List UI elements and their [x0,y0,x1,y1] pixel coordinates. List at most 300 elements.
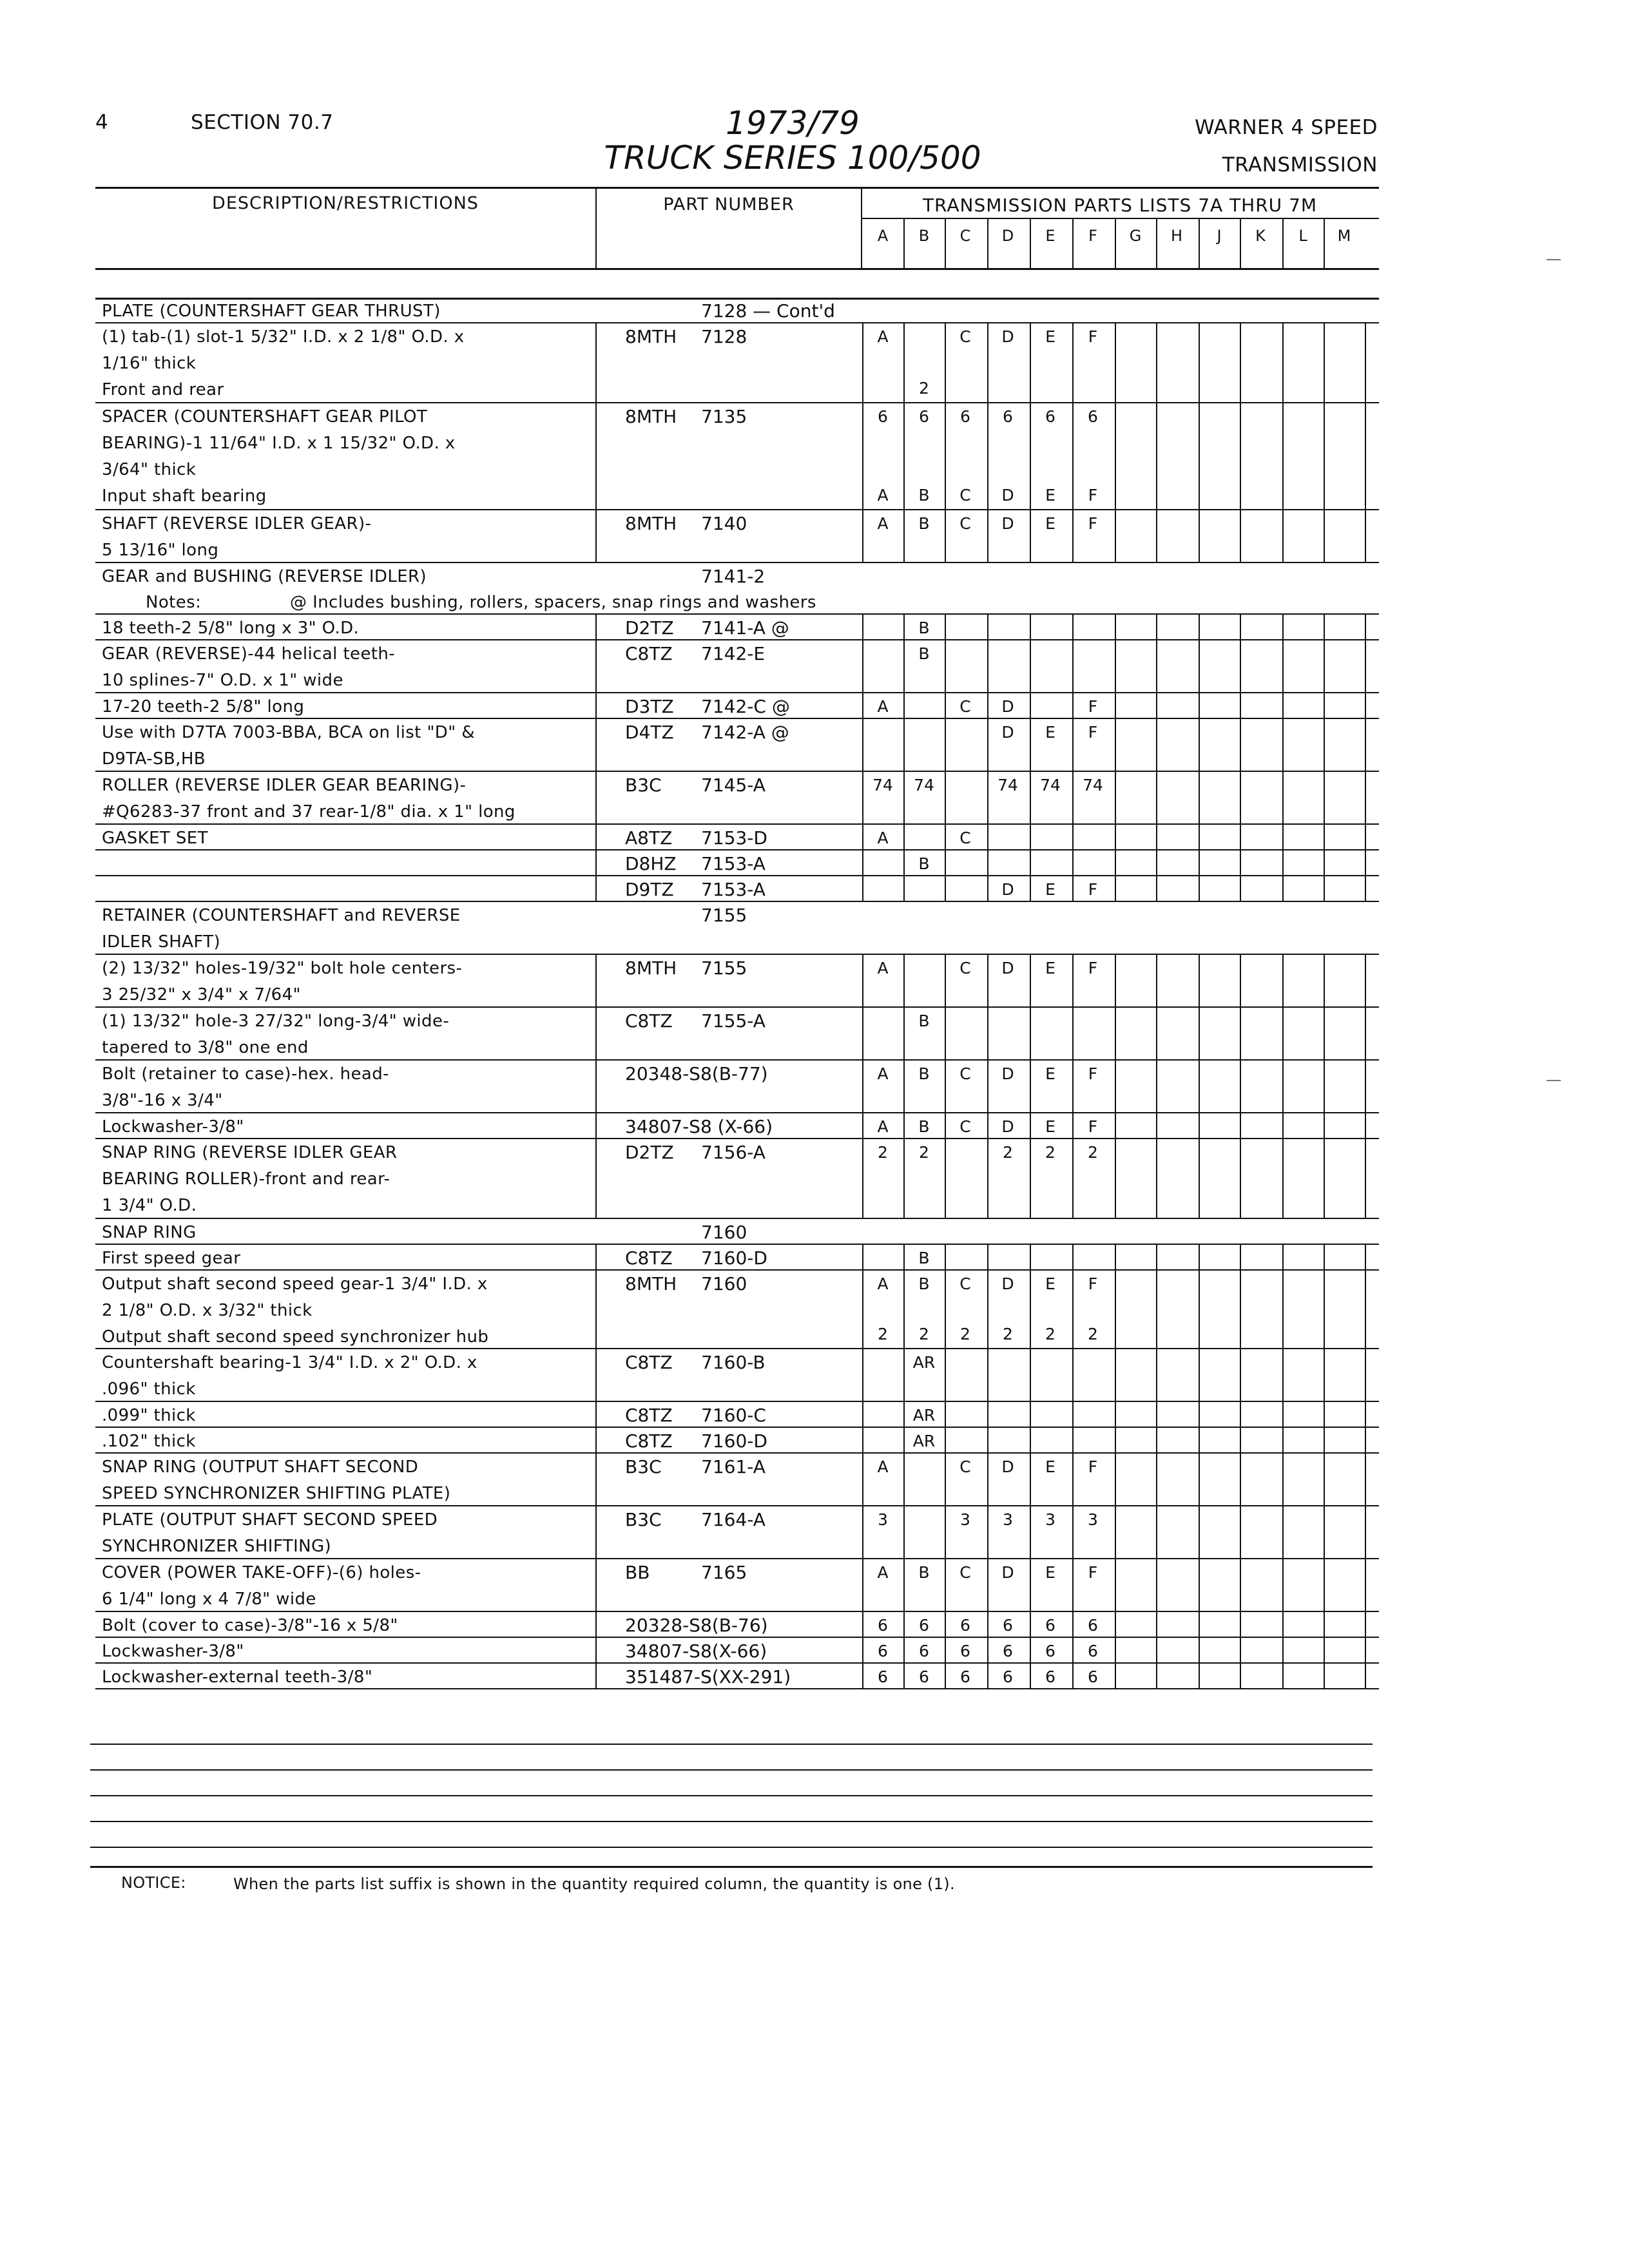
cell-divider [945,875,946,901]
quantity-cell: B [918,644,930,663]
cell-divider [1365,1611,1366,1637]
row-rule [95,849,1379,850]
quantity-cell: 2 [919,1325,929,1343]
cell-divider [1156,875,1157,901]
cell-divider [1199,322,1200,402]
transmission-name: WARNER 4 SPEED [1195,116,1378,139]
cell-divider [1324,1006,1325,1059]
part-number-column-header: PART NUMBER [663,195,795,215]
quantity-cell: 6 [960,1642,970,1660]
cell-divider [1324,1427,1325,1452]
cell-divider [1324,1611,1325,1637]
desc-divider [595,1558,597,1611]
cell-divider [1282,1138,1284,1218]
part-prefix: C8TZ [625,1430,673,1452]
cell-divider [1240,823,1241,849]
part-prefix: C8TZ [625,643,673,664]
cell-divider [1240,1505,1241,1558]
desc-divider [595,1452,597,1505]
list-letter-11: M [1337,227,1351,245]
part-prefix: D4TZ [625,722,674,743]
row-description: 3/64" thick [102,460,197,479]
cell-divider [1282,1059,1284,1112]
quantity-cell: 2 [1045,1143,1055,1162]
cell-divider [1199,1637,1200,1662]
letter-divider [1115,219,1116,269]
desc-divider [595,639,597,692]
quantity-cell: 6 [1088,1642,1098,1660]
quantity-cell: C [959,829,971,847]
row-rule [95,402,1379,403]
part-prefix: D9TZ [625,879,674,900]
row-description: RETAINER (COUNTERSHAFT and REVERSE [102,906,461,925]
cell-divider [1324,613,1325,639]
cell-divider [1199,875,1200,901]
part-prefix: B3C [625,1456,662,1477]
cell-divider [945,849,946,875]
desc-divider [595,613,597,639]
row-description: 18 teeth-2 5/8" long x 3" O.D. [102,619,360,638]
quantity-cell: 6 [1088,1616,1098,1635]
part-prefix: D8HZ [625,853,677,874]
cell-divider [1072,639,1074,692]
desc-divider [595,1611,597,1637]
quantity-cell: D [1001,1274,1014,1293]
cell-divider [1156,1611,1157,1637]
cell-divider [1324,1637,1325,1662]
cell-divider [1324,1558,1325,1611]
cell-divider [1240,1244,1241,1269]
desc-divider [595,1662,597,1688]
cell-divider [1156,954,1157,1006]
part-prefix: D2TZ [625,617,674,639]
cell-divider [1156,1112,1157,1138]
cell-divider [987,1401,988,1427]
quantity-cell: AR [912,1353,936,1372]
cell-divider [987,1244,988,1269]
row-description: SNAP RING [102,1223,197,1242]
cell-divider [1240,1401,1241,1427]
row-description: SPEED SYNCHRONIZER SHIFTING PLATE) [102,1484,451,1503]
part-basic-number: 7141-A @ [701,617,789,639]
cell-divider [903,692,905,718]
cell-divider [945,1348,946,1401]
part-prefix: 8MTH [625,326,677,347]
cell-divider [1115,718,1116,771]
cell-divider [1282,718,1284,771]
row-rule [95,1401,1379,1402]
row-description: SHAFT (REVERSE IDLER GEAR)- [102,514,372,533]
quantity-cell: F [1088,880,1098,899]
cell-divider [1365,509,1366,562]
desc-divider [595,849,597,875]
row-rule [95,692,1379,693]
page-number: 4 [95,111,109,134]
cell-divider [1240,509,1241,562]
cell-divider [1324,823,1325,849]
quantity-cell: AR [912,1432,936,1450]
cell-divider [1282,1401,1284,1427]
cell-divider [1030,1006,1031,1059]
quantity-cell: 6 [1045,1616,1055,1635]
quantity-cell: 6 [1003,1642,1013,1660]
cell-divider [987,1006,988,1059]
row-rule [95,1505,1379,1506]
letter-divider [1282,219,1284,269]
cell-divider [945,771,946,823]
cell-divider [1199,1427,1200,1452]
cell-divider [1365,1401,1366,1427]
row-rule [95,771,1379,772]
blank-rule [90,1847,1373,1848]
cell-divider [1365,954,1366,1006]
list-letter-1: B [918,227,930,245]
list-letter-0: A [877,227,889,245]
part-basic-number: 7165 [701,1562,747,1583]
quantity-cell: D [1001,697,1014,716]
title-years: 1973/79 [726,104,860,142]
part-basic-number: 7140 [701,513,747,534]
row-description: Countershaft bearing-1 3/4" I.D. x 2" O.D. x [102,1353,477,1372]
quantity-cell: B [918,486,930,505]
quantity-cell: B [918,1249,930,1267]
list-letter-5: F [1088,227,1097,245]
quantity-cell: 6 [1003,407,1013,426]
cell-divider [1240,1452,1241,1505]
quantity-cell: F [1088,697,1098,716]
cell-divider [1240,402,1241,509]
quantity-cell: D [1001,1457,1014,1476]
cell-divider [1282,322,1284,402]
cell-divider [1156,849,1157,875]
row-rule [95,509,1379,510]
quantity-cell: B [918,514,930,533]
quantity-cell: C [959,959,971,977]
desc-divider [595,1138,597,1218]
cell-divider [1156,1662,1157,1688]
cell-divider [1282,1662,1284,1688]
cell-divider [903,1452,905,1505]
quantity-cell: C [959,327,971,346]
part-prefix: B3C [625,1509,662,1530]
cell-divider [1115,1452,1116,1505]
list-letter-9: K [1255,227,1266,245]
quantity-cell: B [918,854,930,873]
cell-divider [862,849,863,875]
letter-divider [945,219,946,269]
cell-divider [903,823,905,849]
part-prefix: D2TZ [625,1142,674,1163]
cell-divider [1115,322,1116,402]
quantity-cell: F [1088,723,1098,742]
cell-divider [1115,1427,1116,1452]
row-rule [95,1112,1379,1113]
quantity-cell: 6 [960,1616,970,1635]
row-description: .099" thick [102,1406,196,1425]
letter-divider [1240,219,1241,269]
cell-divider [1199,823,1200,849]
parts-lists-subrule [862,218,1379,219]
cell-divider [1324,954,1325,1006]
row-rule [95,613,1379,615]
quantity-cell: E [1045,514,1055,533]
row-description: 3 25/32" x 3/4" x 7/64" [102,985,301,1004]
quantity-cell: 3 [1003,1510,1013,1529]
cell-divider [1115,1348,1116,1401]
letter-divider [903,219,905,269]
cell-divider [903,1505,905,1558]
quantity-cell: E [1045,327,1055,346]
quantity-cell: B [918,1012,930,1030]
quantity-cell: E [1045,723,1055,742]
cell-divider [987,613,988,639]
quantity-cell: F [1088,514,1098,533]
cell-divider [1156,1401,1157,1427]
cell-divider [1282,1505,1284,1558]
cell-divider [1282,1112,1284,1138]
quantity-cell: 6 [878,1667,888,1686]
part-prefix: 20328-S8(B-76) [625,1615,768,1636]
cell-divider [1324,639,1325,692]
row-description: 3/8"-16 x 3/4" [102,1091,223,1110]
quantity-cell: 74 [872,776,893,794]
row-description: D9TA-SB,HB [102,749,206,769]
list-letter-8: J [1217,227,1222,245]
cell-divider [1199,954,1200,1006]
cell-divider [1199,1112,1200,1138]
quantity-cell: C [959,1457,971,1476]
part-prefix: 8MTH [625,513,677,534]
row-rule [95,639,1379,640]
quantity-cell: A [877,829,889,847]
cell-divider [1199,1505,1200,1558]
cell-divider [1115,1244,1116,1269]
cell-divider [1365,823,1366,849]
part-basic-number: 7160 [701,1222,747,1243]
cell-divider [1199,613,1200,639]
quantity-cell: 3 [960,1510,970,1529]
cell-divider [987,849,988,875]
desc-divider [595,718,597,771]
cell-divider [1115,771,1116,823]
row-rule [95,1427,1379,1428]
list-letter-6: G [1129,227,1142,245]
part-basic-number: 7135 [701,406,747,427]
cell-divider [1156,1059,1157,1112]
cell-divider [1365,692,1366,718]
row-description: Lockwasher-3/8" [102,1117,244,1137]
cell-divider [1199,692,1200,718]
cell-divider [1199,1059,1200,1112]
quantity-cell: D [1001,880,1014,899]
part-prefix: A8TZ [625,827,673,849]
cell-divider [1365,1244,1366,1269]
row-rule [95,1452,1379,1454]
cell-divider [1240,849,1241,875]
cell-divider [1115,1401,1116,1427]
cell-divider [1199,1244,1200,1269]
cell-divider [1115,875,1116,901]
row-description: ROLLER (REVERSE IDLER GEAR BEARING)- [102,776,467,795]
part-basic-number: 7160-D [701,1430,767,1452]
cell-divider [862,1006,863,1059]
cell-divider [1115,849,1116,875]
row-description: 17-20 teeth-2 5/8" long [102,697,305,716]
quantity-cell: 3 [1045,1510,1055,1529]
cell-divider [1240,875,1241,901]
cell-divider [1282,639,1284,692]
desc-divider [595,875,597,901]
row-description: GEAR and BUSHING (REVERSE IDLER) [102,567,427,586]
row-description: Bolt (cover to case)-3/8"-16 x 5/8" [102,1616,398,1635]
cell-divider [862,1244,863,1269]
cell-divider [1240,1611,1241,1637]
cell-divider [1365,1348,1366,1401]
cell-divider [1199,1348,1200,1401]
cell-divider [1115,639,1116,692]
quantity-cell: E [1045,880,1055,899]
quantity-cell: E [1045,1563,1055,1582]
cell-divider [1072,823,1074,849]
notice-label: NOTICE: [121,1874,186,1892]
cell-divider [1282,613,1284,639]
desc-divider [595,1059,597,1112]
row-description: 1/16" thick [102,354,197,373]
cell-divider [1240,1427,1241,1452]
cell-divider [1324,1059,1325,1112]
desc-divider [595,1244,597,1269]
cell-divider [1072,849,1074,875]
quantity-cell: E [1045,1117,1055,1136]
cell-divider [1324,875,1325,901]
margin-mark [1547,1080,1561,1081]
cell-divider [1282,823,1284,849]
cell-divider [1365,613,1366,639]
part-basic-number: 7153-D [701,827,767,849]
cell-divider [1324,718,1325,771]
row-rule [95,1637,1379,1638]
quantity-cell: AR [912,1406,936,1425]
cell-divider [945,1401,946,1427]
row-description: 1 3/4" O.D. [102,1196,197,1215]
row-description: 6 1/4" long x 4 7/8" wide [102,1590,316,1609]
quantity-cell: B [918,619,930,637]
cell-divider [1199,1452,1200,1505]
cell-divider [1240,1637,1241,1662]
cell-divider [1365,402,1366,509]
cell-divider [945,613,946,639]
cell-divider [1156,1269,1157,1348]
quantity-cell: F [1088,1563,1098,1582]
quantity-cell: 2 [1045,1325,1055,1343]
part-basic-number: 7160-D [701,1247,767,1269]
part-prefix: 20348-S8(B-77) [625,1063,768,1084]
cell-divider [987,823,988,849]
cell-divider [945,1427,946,1452]
quantity-cell: A [877,486,889,505]
cell-divider [1199,402,1200,509]
quantity-cell: F [1088,1064,1098,1083]
cell-divider [1072,1006,1074,1059]
cell-divider [1282,1452,1284,1505]
row-description: #Q6283-37 front and 37 rear-1/8" dia. x 1" long [102,802,516,822]
quantity-cell: 6 [878,407,888,426]
letter-divider [987,219,988,269]
cell-divider [1324,1662,1325,1688]
cell-divider [1282,849,1284,875]
row-rule [95,1348,1379,1349]
cell-divider [1199,1611,1200,1637]
quantity-cell: C [959,1274,971,1293]
cell-divider [1030,1401,1031,1427]
cell-divider [1240,771,1241,823]
part-basic-number: 7145-A [701,774,766,796]
part-prefix: 34807-S8 (X-66) [625,1116,773,1137]
row-rule [95,954,1379,955]
cell-divider [1324,849,1325,875]
blank-rule [90,1821,1373,1822]
row-rule [95,1558,1379,1559]
cell-divider [1365,1505,1366,1558]
quantity-cell: 74 [914,776,934,794]
cell-divider [1240,1112,1241,1138]
part-basic-number: 7160-B [701,1352,766,1373]
quantity-cell: A [877,514,889,533]
cell-divider [987,1427,988,1452]
cell-divider [1240,322,1241,402]
row-rule [95,1244,1379,1245]
cell-divider [862,718,863,771]
blank-rule [90,1744,1373,1745]
part-basic-number: 7156-A [701,1142,766,1163]
letter-divider [1072,219,1074,269]
quantity-cell: 6 [1045,1642,1055,1660]
quantity-cell: 6 [919,1616,929,1635]
quantity-cell: D [1001,327,1014,346]
cell-divider [862,1427,863,1452]
row-description: Output shaft second speed gear-1 3/4" I.D. x [102,1274,488,1294]
part-prefix: 8MTH [625,1273,677,1294]
row-description: GASKET SET [102,829,208,848]
quantity-cell: 2 [919,379,929,398]
cell-divider [1156,322,1157,402]
row-description: Input shaft bearing [102,486,267,506]
transmission-label: TRANSMISSION [1222,153,1378,177]
quantity-cell: D [1001,1117,1014,1136]
cell-divider [1030,1348,1031,1401]
cell-divider [1156,823,1157,849]
cell-divider [862,1401,863,1427]
cell-divider [1324,771,1325,823]
cell-divider [1156,1138,1157,1218]
cell-divider [1115,1059,1116,1112]
cell-divider [1324,402,1325,509]
quantity-cell: F [1088,486,1098,505]
quantity-cell: F [1088,1117,1098,1136]
desc-divider [595,509,597,562]
cell-divider [1115,1505,1116,1558]
part-basic-number: 7142-E [701,643,766,664]
cell-divider [1115,692,1116,718]
cell-divider [945,718,946,771]
quantity-cell: C [959,697,971,716]
part-prefix: C8TZ [625,1010,673,1032]
cell-divider [1365,875,1366,901]
cell-divider [1365,639,1366,692]
cell-divider [903,718,905,771]
header-top-rule [95,187,1379,189]
cell-divider [1324,1452,1325,1505]
